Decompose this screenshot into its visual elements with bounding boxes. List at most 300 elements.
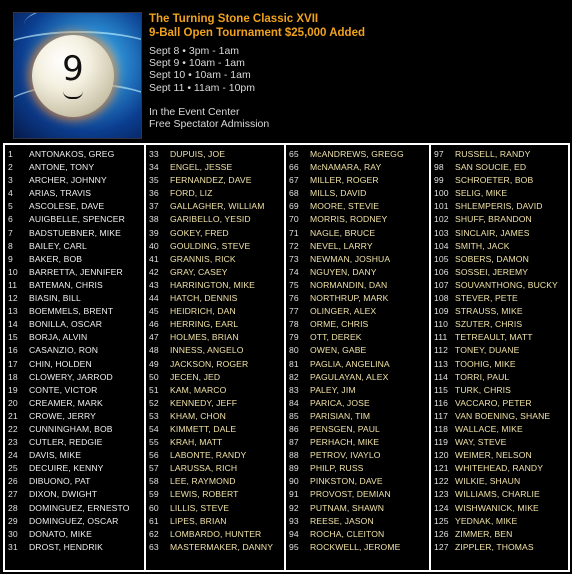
player-name: WHITEHEAD, RANDY	[455, 463, 544, 474]
player-name: AUIGBELLE, SPENCER	[29, 214, 125, 225]
player-seed-number: 25	[8, 463, 18, 474]
player-row	[431, 462, 568, 475]
player-seed-number: 80	[289, 345, 299, 356]
player-name: CONTE, VICTOR	[29, 384, 98, 395]
player-name: STEVER, PETE	[455, 293, 518, 304]
player-row	[146, 475, 284, 488]
player-name: DIBUONO, PAT	[29, 476, 91, 487]
player-name: LEE, RAYMOND	[170, 476, 236, 487]
player-row	[146, 397, 284, 410]
player-row	[431, 410, 568, 423]
player-row	[146, 515, 284, 528]
player-name: WISHWANICK, MIKE	[455, 502, 539, 513]
player-name: MORRIS, RODNEY	[310, 214, 388, 225]
player-row	[286, 174, 429, 187]
player-name: ARCHER, JOHNNY	[29, 175, 107, 186]
player-row	[286, 488, 429, 501]
player-seed-number: 102	[434, 214, 449, 225]
player-name: TONEY, DUANE	[455, 345, 520, 356]
player-row	[286, 371, 429, 384]
player-name: NGUYEN, DANY	[310, 266, 377, 277]
player-name: CUNNINGHAM, BOB	[29, 423, 113, 434]
player-seed-number: 9	[8, 253, 13, 264]
player-name: GARIBELLO, YESID	[170, 214, 251, 225]
player-seed-number: 124	[434, 502, 449, 513]
player-name: HERRING, EARL	[170, 319, 239, 330]
player-seed-number: 50	[149, 371, 159, 382]
player-name: YEDNAK, MIKE	[455, 515, 518, 526]
player-column-1	[3, 143, 144, 572]
player-seed-number: 112	[434, 345, 448, 356]
player-row	[5, 528, 144, 541]
player-name: BATEMAN, CHRIS	[29, 279, 103, 290]
player-seed-number: 119	[434, 437, 448, 448]
player-row	[286, 331, 429, 344]
player-column-2	[144, 143, 286, 572]
player-seed-number: 74	[289, 266, 299, 277]
player-name: LIPES, BRIAN	[170, 515, 227, 526]
player-name: ANTONE, TONY	[29, 162, 95, 173]
player-name: PINKSTON, DAVE	[310, 476, 383, 487]
player-seed-number: 127	[434, 541, 449, 552]
player-name: NORTHRUP, MARK	[310, 293, 389, 304]
player-seed-number: 61	[149, 515, 159, 526]
player-name: KAM, MARCO	[170, 384, 227, 395]
player-name: MILLS, DAVID	[310, 188, 367, 199]
player-seed-number: 110	[434, 319, 448, 330]
player-seed-number: 107	[434, 279, 449, 290]
player-seed-number: 81	[289, 358, 299, 369]
player-row	[5, 475, 144, 488]
player-row	[431, 161, 568, 174]
player-row	[286, 344, 429, 357]
player-row	[146, 227, 284, 240]
player-seed-number: 93	[289, 515, 299, 526]
player-seed-number: 1	[8, 149, 13, 159]
player-seed-number: 28	[8, 502, 18, 513]
player-row	[431, 331, 568, 344]
player-seed-number: 22	[8, 423, 18, 434]
player-row	[286, 161, 429, 174]
player-row	[431, 502, 568, 515]
player-name: ROCHA, CLEITON	[310, 528, 385, 539]
player-name: PETROV, IVAYLO	[310, 450, 381, 461]
player-row	[286, 528, 429, 541]
player-name: TETREAULT, MATT	[455, 332, 533, 343]
player-row	[146, 344, 284, 357]
player-seed-number: 19	[8, 384, 18, 395]
player-seed-number: 54	[149, 423, 159, 434]
player-row	[5, 240, 144, 253]
player-seed-number: 79	[289, 332, 299, 343]
player-row	[146, 161, 284, 174]
event-location: In the Event Center	[149, 105, 240, 118]
player-name: GOULDING, STEVE	[170, 240, 251, 251]
player-name: DROST, HENDRIK	[29, 541, 103, 552]
player-name: JECEN, JED	[170, 371, 221, 382]
player-name: SHLEMPERIS, DAVID	[455, 201, 543, 212]
nine-ball-image	[13, 12, 142, 139]
player-row	[286, 475, 429, 488]
schedule-day-2: Sept 9 • 10am - 1am	[149, 57, 245, 70]
player-seed-number: 113	[434, 358, 448, 369]
player-row	[146, 541, 284, 554]
player-row	[431, 187, 568, 200]
player-name: BOEMMELS, BRENT	[29, 306, 114, 317]
player-seed-number: 115	[434, 384, 448, 395]
player-name: STRAUSS, MIKE	[455, 306, 523, 317]
player-seed-number: 33	[149, 149, 159, 159]
player-seed-number: 14	[8, 319, 18, 330]
player-seed-number: 88	[289, 450, 299, 461]
player-seed-number: 30	[8, 528, 18, 539]
player-name: SHUFF, BRANDON	[455, 214, 532, 225]
player-seed-number: 63	[149, 541, 159, 552]
player-name: HARRINGTON, MIKE	[170, 279, 255, 290]
player-row	[5, 227, 144, 240]
player-row	[5, 279, 144, 292]
player-name: SOBERS, DAMON	[455, 253, 529, 264]
player-name: NAGLE, BRUCE	[310, 227, 376, 238]
player-seed-number: 5	[8, 201, 13, 212]
player-name: FERNANDEZ, DAVE	[170, 175, 252, 186]
player-seed-number: 8	[8, 240, 13, 251]
player-seed-number: 121	[434, 463, 449, 474]
event-admission: Free Spectator Admission	[149, 118, 270, 131]
player-row	[5, 410, 144, 423]
player-row	[286, 187, 429, 200]
player-seed-number: 105	[434, 253, 449, 264]
player-row	[286, 358, 429, 371]
player-name: LILLIS, STEVE	[170, 502, 230, 513]
player-row	[5, 436, 144, 449]
player-name: DIXON, DWIGHT	[29, 489, 98, 500]
player-name: NEVEL, LARRY	[310, 240, 373, 251]
player-seed-number: 15	[8, 332, 18, 343]
player-seed-number: 51	[149, 384, 159, 395]
player-list	[3, 143, 570, 572]
player-seed-number: 94	[289, 528, 299, 539]
player-name: PUTNAM, SHAWN	[310, 502, 385, 513]
player-row	[146, 318, 284, 331]
player-name: PERHACH, MIKE	[310, 437, 380, 448]
player-name: DOMINGUEZ, OSCAR	[29, 515, 119, 526]
player-name: CASANZIO, RON	[29, 345, 99, 356]
player-seed-number: 77	[289, 306, 299, 317]
player-row	[146, 371, 284, 384]
player-row	[146, 488, 284, 501]
player-row	[286, 423, 429, 436]
player-name: CLOWERY, JARROD	[29, 371, 113, 382]
player-seed-number: 31	[8, 541, 18, 552]
player-seed-number: 73	[289, 253, 299, 264]
player-row	[431, 227, 568, 240]
player-name: SCHROETER, BOB	[455, 175, 534, 186]
player-seed-number: 38	[149, 214, 159, 225]
player-name: OTT, DEREK	[310, 332, 362, 343]
player-seed-number: 4	[8, 188, 13, 199]
player-row	[286, 384, 429, 397]
player-name: CROWE, JERRY	[29, 410, 96, 421]
player-seed-number: 68	[289, 188, 299, 199]
player-name: TOOHIG, MIKE	[455, 358, 516, 369]
player-name: PARISIAN, TIM	[310, 410, 371, 421]
player-seed-number: 42	[149, 266, 159, 277]
player-name: MILLER, ROGER	[310, 175, 379, 186]
ball-number: 9	[62, 49, 84, 89]
player-row	[5, 292, 144, 305]
player-name: FORD, LIZ	[170, 188, 213, 199]
player-seed-number: 108	[434, 293, 449, 304]
player-row	[286, 305, 429, 318]
player-name: MOORE, STEVIE	[310, 201, 380, 212]
player-seed-number: 24	[8, 450, 18, 461]
player-row	[431, 200, 568, 213]
player-seed-number: 97	[434, 149, 444, 159]
player-seed-number: 43	[149, 279, 159, 290]
player-row	[5, 318, 144, 331]
player-seed-number: 75	[289, 279, 299, 290]
player-name: KHAM, CHON	[170, 410, 226, 421]
player-name: BONILLA, OSCAR	[29, 319, 103, 330]
player-name: DAVIS, MIKE	[29, 450, 82, 461]
player-row	[431, 148, 568, 161]
player-seed-number: 45	[149, 306, 159, 317]
player-seed-number: 69	[289, 201, 299, 212]
player-row	[146, 305, 284, 318]
player-seed-number: 109	[434, 306, 449, 317]
player-name: VAN BOENING, SHANE	[455, 410, 551, 421]
player-row	[286, 240, 429, 253]
player-seed-number: 99	[434, 175, 444, 186]
player-row	[5, 397, 144, 410]
player-name: ZIMMER, BEN	[455, 528, 513, 539]
player-row	[286, 266, 429, 279]
player-row	[5, 488, 144, 501]
player-seed-number: 78	[289, 319, 299, 330]
player-row	[146, 384, 284, 397]
player-seed-number: 35	[149, 175, 159, 186]
player-row	[146, 462, 284, 475]
player-row	[431, 305, 568, 318]
player-seed-number: 27	[8, 489, 18, 500]
player-row	[431, 371, 568, 384]
player-name: RUSSELL, RANDY	[455, 149, 531, 159]
player-row	[146, 423, 284, 436]
player-seed-number: 55	[149, 437, 159, 448]
player-seed-number: 126	[434, 528, 449, 539]
player-row	[286, 449, 429, 462]
player-seed-number: 118	[434, 423, 448, 434]
player-name: PAGULAYAN, ALEX	[310, 371, 389, 382]
player-row	[286, 397, 429, 410]
player-seed-number: 34	[149, 162, 159, 173]
player-name: REESE, JASON	[310, 515, 374, 526]
player-seed-number: 59	[149, 489, 159, 500]
player-seed-number: 114	[434, 371, 448, 382]
player-row	[431, 279, 568, 292]
player-row	[286, 318, 429, 331]
player-row	[5, 515, 144, 528]
player-seed-number: 89	[289, 463, 299, 474]
player-seed-number: 117	[434, 410, 448, 421]
player-row	[5, 344, 144, 357]
player-seed-number: 52	[149, 397, 159, 408]
player-seed-number: 120	[434, 450, 449, 461]
player-name: SINCLAIR, JAMES	[455, 227, 530, 238]
player-name: CREAMER, MARK	[29, 397, 103, 408]
player-seed-number: 26	[8, 476, 18, 487]
player-name: McNAMARA, RAY	[310, 162, 382, 173]
player-seed-number: 11	[8, 279, 18, 290]
player-name: NORMANDIN, DAN	[310, 279, 388, 290]
player-row	[146, 213, 284, 226]
player-name: WILLIAMS, CHARLIE	[455, 489, 540, 500]
player-row	[431, 213, 568, 226]
player-name: ZIPPLER, THOMAS	[455, 541, 534, 552]
player-seed-number: 17	[8, 358, 18, 369]
player-seed-number: 116	[434, 397, 448, 408]
player-row	[146, 174, 284, 187]
player-seed-number: 85	[289, 410, 299, 421]
player-name: GALLAGHER, WILLIAM	[170, 201, 265, 212]
player-seed-number: 21	[8, 410, 18, 421]
player-row	[5, 174, 144, 187]
player-row	[5, 449, 144, 462]
player-name: WAY, STEVE	[455, 437, 507, 448]
player-row	[5, 200, 144, 213]
player-row	[146, 187, 284, 200]
event-header	[0, 0, 572, 142]
player-seed-number: 53	[149, 410, 159, 421]
player-row	[146, 449, 284, 462]
player-name: CUTLER, REDGIE	[29, 437, 103, 448]
player-row	[431, 397, 568, 410]
player-name: ANTONAKOS, GREG	[29, 149, 115, 159]
player-row	[5, 187, 144, 200]
player-row	[431, 344, 568, 357]
player-seed-number: 57	[149, 463, 159, 474]
player-seed-number: 125	[434, 515, 449, 526]
player-name: INNESS, ANGELO	[170, 345, 244, 356]
player-name: ORME, CHRIS	[310, 319, 369, 330]
player-name: PALEY, JIM	[310, 384, 356, 395]
player-row	[431, 253, 568, 266]
player-name: LOMBARDO, HUNTER	[170, 528, 262, 539]
player-seed-number: 10	[8, 266, 18, 277]
player-row	[431, 318, 568, 331]
player-row	[146, 410, 284, 423]
player-seed-number: 123	[434, 489, 449, 500]
player-name: SELIG, MIKE	[455, 188, 508, 199]
player-column-4	[431, 143, 570, 572]
player-name: MASTERMAKER, DANNY	[170, 541, 274, 552]
player-seed-number: 111	[434, 332, 448, 343]
player-row	[286, 292, 429, 305]
player-row	[431, 449, 568, 462]
player-row	[146, 528, 284, 541]
player-row	[146, 331, 284, 344]
player-row	[5, 213, 144, 226]
player-name: PROVOST, DEMIAN	[310, 489, 391, 500]
player-seed-number: 29	[8, 515, 18, 526]
player-name: BARRETTA, JENNIFER	[29, 266, 123, 277]
player-name: HOLMES, BRIAN	[170, 332, 239, 343]
player-row	[5, 148, 144, 161]
player-name: GRANNIS, RICK	[170, 253, 236, 264]
event-schedule	[149, 45, 269, 130]
schedule-day-1: Sept 8 • 3pm - 1am	[149, 45, 240, 57]
player-name: McANDREWS, GREGG	[310, 149, 404, 159]
player-row	[5, 384, 144, 397]
player-name: HATCH, DENNIS	[170, 293, 238, 304]
player-seed-number: 92	[289, 502, 299, 513]
player-seed-number: 39	[149, 227, 159, 238]
player-row	[431, 292, 568, 305]
player-name: PENSGEN, PAUL	[310, 423, 380, 434]
player-name: WILKIE, SHAUN	[455, 476, 521, 487]
player-seed-number: 76	[289, 293, 299, 304]
player-seed-number: 13	[8, 306, 18, 317]
player-row	[431, 528, 568, 541]
schedule-day-4: Sept 11 • 11am - 10pm	[149, 81, 256, 94]
player-column-3	[286, 143, 431, 572]
player-row	[5, 541, 144, 554]
player-seed-number: 7	[8, 227, 13, 238]
player-name: GOKEY, FRED	[170, 227, 229, 238]
player-seed-number: 18	[8, 371, 18, 382]
player-row	[146, 266, 284, 279]
player-row	[286, 410, 429, 423]
player-name: BAILEY, CARL	[29, 240, 87, 251]
player-name: GRAY, CASEY	[170, 266, 228, 277]
player-seed-number: 37	[149, 201, 159, 212]
player-name: ROCKWELL, JEROME	[310, 541, 401, 552]
player-row	[431, 358, 568, 371]
player-name: SMITH, JACK	[455, 240, 510, 251]
player-seed-number: 41	[149, 253, 159, 264]
player-seed-number: 62	[149, 528, 159, 539]
player-row	[431, 174, 568, 187]
player-name: ASCOLESE, DAVE	[29, 201, 105, 212]
player-row	[5, 161, 144, 174]
player-seed-number: 3	[8, 175, 13, 186]
player-seed-number: 71	[289, 227, 299, 238]
player-name: BADSTUEBNER, MIKE	[29, 227, 121, 238]
player-seed-number: 100	[434, 188, 449, 199]
player-seed-number: 20	[8, 397, 18, 408]
player-row	[431, 266, 568, 279]
player-seed-number: 84	[289, 397, 299, 408]
player-row	[286, 213, 429, 226]
player-row	[431, 475, 568, 488]
player-name: ARIAS, TRAVIS	[29, 188, 92, 199]
player-name: PAGLIA, ANGELINA	[310, 358, 390, 369]
player-row	[286, 515, 429, 528]
player-name: LARUSSA, RICH	[170, 463, 238, 474]
event-title	[149, 12, 365, 40]
player-name: BORJA, ALVIN	[29, 332, 88, 343]
player-row	[286, 253, 429, 266]
player-name: SZUTER, CHRIS	[455, 319, 523, 330]
event-title-line2: 9-Ball Open Tournament $25,000 Added	[149, 27, 365, 39]
player-seed-number: 104	[434, 240, 449, 251]
player-seed-number: 95	[289, 541, 299, 552]
player-name: PARICA, JOSE	[310, 397, 370, 408]
player-name: SAN SOUCIE, ED	[455, 162, 527, 173]
player-seed-number: 91	[289, 489, 299, 500]
player-row	[286, 148, 429, 161]
